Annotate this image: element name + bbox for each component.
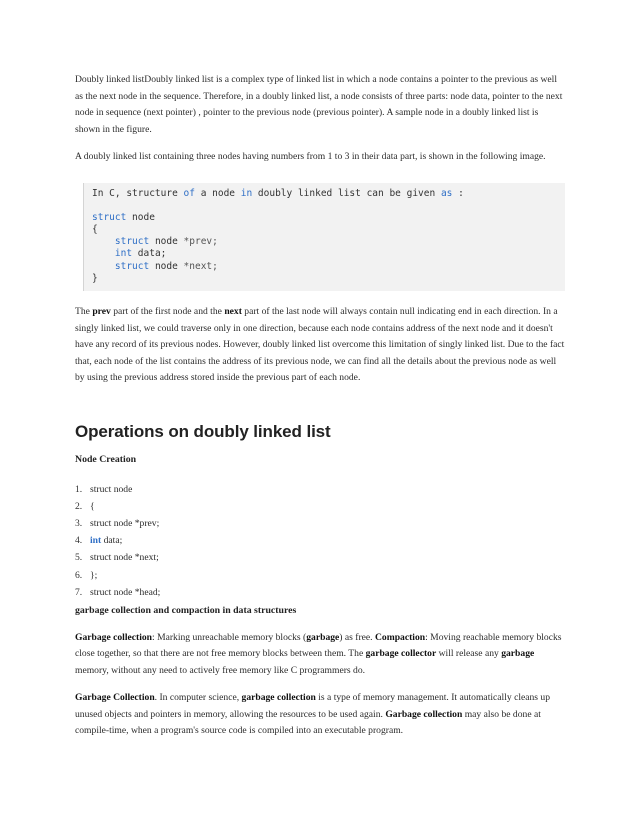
code-line: struct node *next;	[114, 260, 218, 272]
code-line: {	[92, 224, 98, 236]
code-block	[83, 183, 565, 292]
list-item: 5. struct node *next;	[75, 552, 159, 564]
list-item: 6. };	[75, 569, 98, 581]
list-item: 2. {	[75, 500, 95, 512]
list-item: 4. int data;	[75, 535, 123, 547]
subsection-heading: Node Creation	[75, 453, 137, 465]
section-heading: Operations on doubly linked list	[75, 421, 331, 441]
explanation-paragraph: The prev part of the first node and the next part of the last node will always contain null indicating end in each direction. In a singly linked list, we could traverse only in one direction, because each node contains address of the next node and it doesn't have any record of its previous nodes. However, doubly linked list overcome this limitation of singly linked list. Due to the fact that, each node of the list contains the address of its previous node, we can find all the details about the previous node as well by using the previous address stored inside the previous part of each node.	[75, 306, 565, 383]
code-line: In C, structure of a node in doubly linked list can be given as :	[92, 187, 464, 199]
gc-paragraph: Garbage collection: Marking unreachable memory blocks (garbage) as free. Compaction: Moving reachable memory blocks close together, so that there are not free memory blocks between them. The garbage collector will release any garbage memory, without any need to actively free memory like C programmers do.	[75, 631, 562, 676]
code-line: struct node *prev;	[114, 236, 218, 248]
code-line: int data;	[114, 248, 167, 260]
document-page	[75, 72, 565, 740]
list-item: 3. struct node *prev;	[75, 517, 160, 529]
gc-paragraph-2: Garbage Collection. In computer science, garbage collection is a type of memory management. It automatically cleans up unused objects and pointers in memory, allowing the resources to be used again. Garbage collection may also be done at compile-time, when a program's source code is compiled into an executable program.	[75, 692, 551, 737]
list-item: 1. struct node	[75, 483, 133, 495]
code-line-blank	[92, 200, 557, 212]
intro-paragraph-2: A doubly linked list containing three nodes having numbers from 1 to 3 in their data part, is shown in the following image.	[75, 151, 546, 162]
code-list	[75, 481, 565, 601]
subsection-heading: garbage collection and compaction in data structures	[75, 604, 297, 616]
code-line: }	[92, 272, 98, 284]
code-line: struct node	[92, 211, 155, 223]
list-item: 7. struct node *head;	[75, 586, 161, 598]
intro-paragraph: Doubly linked listDoubly linked list is a complex type of linked list in which a node contains a pointer to the previous as well as the next node in the sequence. Therefore, in a doubly linked list, a node consists of three parts: node data, pointer to the next node in sequence (next pointer) , pointer to the previous node (previous pointer). A sample node in a doubly linked list is shown in the figure.	[75, 74, 563, 135]
